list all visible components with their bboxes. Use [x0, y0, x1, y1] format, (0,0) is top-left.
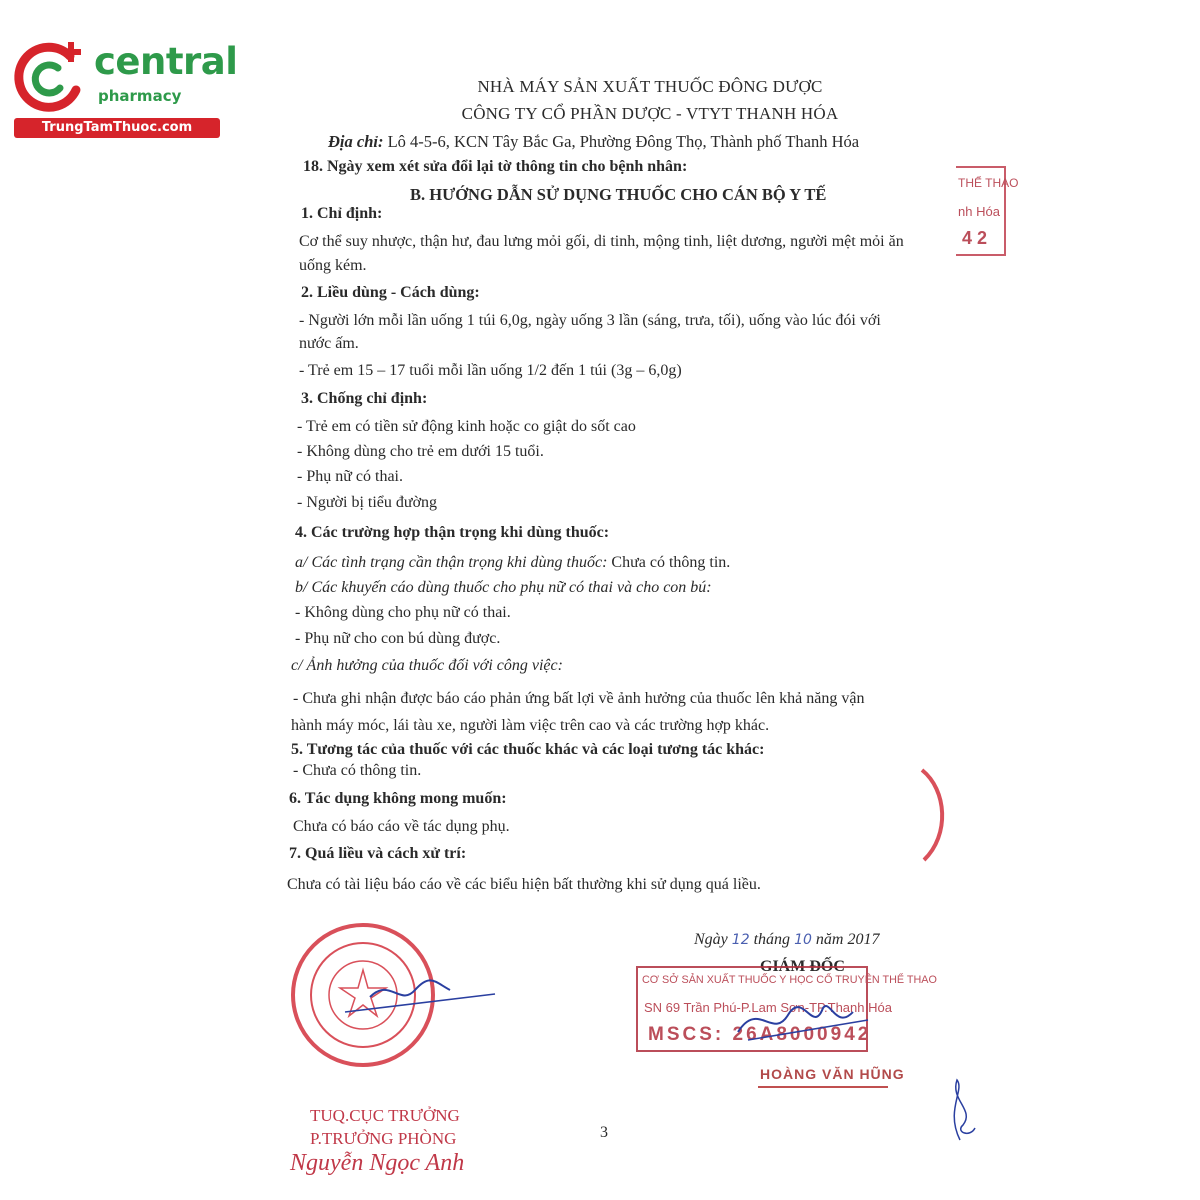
date-day: 12 — [731, 932, 750, 948]
date-thang: tháng — [753, 931, 791, 948]
header-address — [328, 132, 859, 152]
s4-c-line-1: - Chưa ghi nhận được báo cáo phản ứng bất lợi về ảnh hưởng của thuốc lên khả năng vận — [293, 690, 865, 707]
s4-heading: 4. Các trường hợp thận trọng khi dùng thuốc: — [295, 524, 610, 541]
date-nam: năm 2017 — [815, 931, 880, 948]
page-number: 3 — [600, 1124, 608, 1141]
stamp-line-1: CƠ SỞ SẢN XUẤT THUỐC Y HỌC CỔ TRUYỀN THỂ THAO — [642, 974, 937, 986]
director-name-underline — [758, 1086, 888, 1088]
s2-line-1: - Người lớn mỗi lần uống 1 túi 6,0g, ngày uống 3 lần (sáng, trưa, tối), uống vào lúc đói với — [299, 312, 881, 329]
director-name: HOÀNG VĂN HŨNG — [760, 1066, 905, 1082]
director-title: GIÁM ĐỐC — [760, 958, 845, 975]
logo-brand-name: central — [94, 40, 238, 83]
official-title-2: P.TRƯỞNG PHÒNG — [310, 1129, 457, 1148]
official-name: Nguyễn Ngọc Anh — [290, 1150, 465, 1176]
s7-heading: 7. Quá liều và cách xử trí: — [289, 845, 467, 862]
header-company-name: CÔNG TY CỔ PHẦN DƯỢC - VTYT THANH HÓA — [461, 104, 839, 123]
s3-item: - Không dùng cho trẻ em dưới 15 tuổi. — [297, 443, 544, 460]
s6-line-1: Chưa có báo cáo về tác dụng phụ. — [293, 818, 510, 835]
partial-seal-edge-icon — [912, 765, 952, 865]
address-label: Địa chỉ: — [328, 132, 384, 151]
s2-line-3: - Trẻ em 15 – 17 tuổi mỗi lần uống 1/2 đến 1 túi (3g – 6,0g) — [299, 362, 682, 379]
address-value: Lô 4-5-6, KCN Tây Bắc Ga, Phường Đông Thọ, Thành phố Thanh Hóa — [383, 132, 860, 151]
date-ngay: Ngày — [694, 931, 728, 948]
s1-line-2: uống kém. — [299, 257, 367, 274]
s1-line-1: Cơ thể suy nhược, thận hư, đau lưng mỏi gối, di tinh, mộng tinh, liệt dương, người mệt mỏi ăn — [299, 233, 904, 250]
s5-line-1: - Chưa có thông tin. — [293, 762, 422, 779]
official-signature-icon — [330, 972, 500, 1022]
s3-item: - Phụ nữ có thai. — [297, 468, 403, 485]
s4-b-item: - Không dùng cho phụ nữ có thai. — [295, 604, 511, 621]
header-factory-name: NHÀ MÁY SẢN XUẤT THUỐC ĐÔNG DƯỢC — [477, 77, 823, 96]
logo-brand-sub: pharmacy — [98, 87, 182, 105]
date-month: 10 — [794, 932, 812, 948]
official-title-1: TUQ.CỤC TRƯỞNG — [310, 1106, 460, 1125]
corner-stamp-line: 4 2 — [962, 228, 988, 248]
s6-heading: 6. Tác dụng không mong muốn: — [289, 790, 507, 807]
director-name-stamp — [758, 1062, 905, 1092]
corner-stamp-line: THỂ THAO — [958, 176, 1019, 190]
stamp-line-3: MSCS: 26A8000942 — [648, 1024, 872, 1045]
logo-site-banner[interactable]: TrungTamThuoc.com — [14, 118, 220, 138]
s3-heading: 3. Chống chỉ định: — [301, 390, 428, 407]
section-18-heading: 18. Ngày xem xét sửa đổi lại tờ thông tin cho bệnh nhân: — [303, 158, 688, 175]
s3-item: - Người bị tiểu đường — [297, 494, 438, 511]
s2-line-2: nước ấm. — [299, 335, 359, 352]
s4-c-line-2: hành máy móc, lái tàu xe, người làm việc trên cao và các trường hợp khác. — [291, 717, 770, 734]
stamp-line-2: SN 69 Trần Phú-P.Lam Sơn-TP.Thanh Hóa — [644, 1000, 892, 1015]
s4-a-label: a/ Các tình trạng cần thận trọng khi dùng thuốc: — [295, 554, 608, 571]
s4-c-label: c/ Ảnh hưởng của thuốc đối với công việc: — [291, 657, 563, 674]
s7-line-1: Chưa có tài liệu báo cáo về các biểu hiện bất thường khi sử dụng quá liều. — [287, 876, 761, 893]
corner-stamp-fragment — [956, 166, 1019, 256]
s4-b-item: - Phụ nữ cho con bú dùng được. — [295, 630, 501, 647]
director-signature-icon — [718, 990, 878, 1060]
s5-heading: 5. Tương tác của thuốc với các thuốc khác và các loại tương tác khác: — [291, 741, 765, 758]
s4-b-label: b/ Các khuyến cáo dùng thuốc cho phụ nữ có thai và cho con bú: — [295, 579, 712, 596]
section-b-title: B. HƯỚNG DẪN SỬ DỤNG THUỐC CHO CÁN BỘ Y TẾ — [410, 185, 827, 204]
s3-item: - Trẻ em có tiền sử động kinh hoặc co giật do sốt cao — [297, 418, 636, 435]
s4-a-value: Chưa có thông tin. — [607, 554, 731, 571]
signoff-date — [694, 931, 879, 949]
seal-text — [298, 1000, 299, 1001]
initials-signature-icon — [935, 1070, 985, 1150]
s2-heading: 2. Liều dùng - Cách dùng: — [301, 284, 480, 301]
corner-stamp-line: nh Hóa — [958, 204, 1000, 219]
s1-heading: 1. Chỉ định: — [301, 205, 383, 222]
s4-a-line — [295, 554, 730, 572]
